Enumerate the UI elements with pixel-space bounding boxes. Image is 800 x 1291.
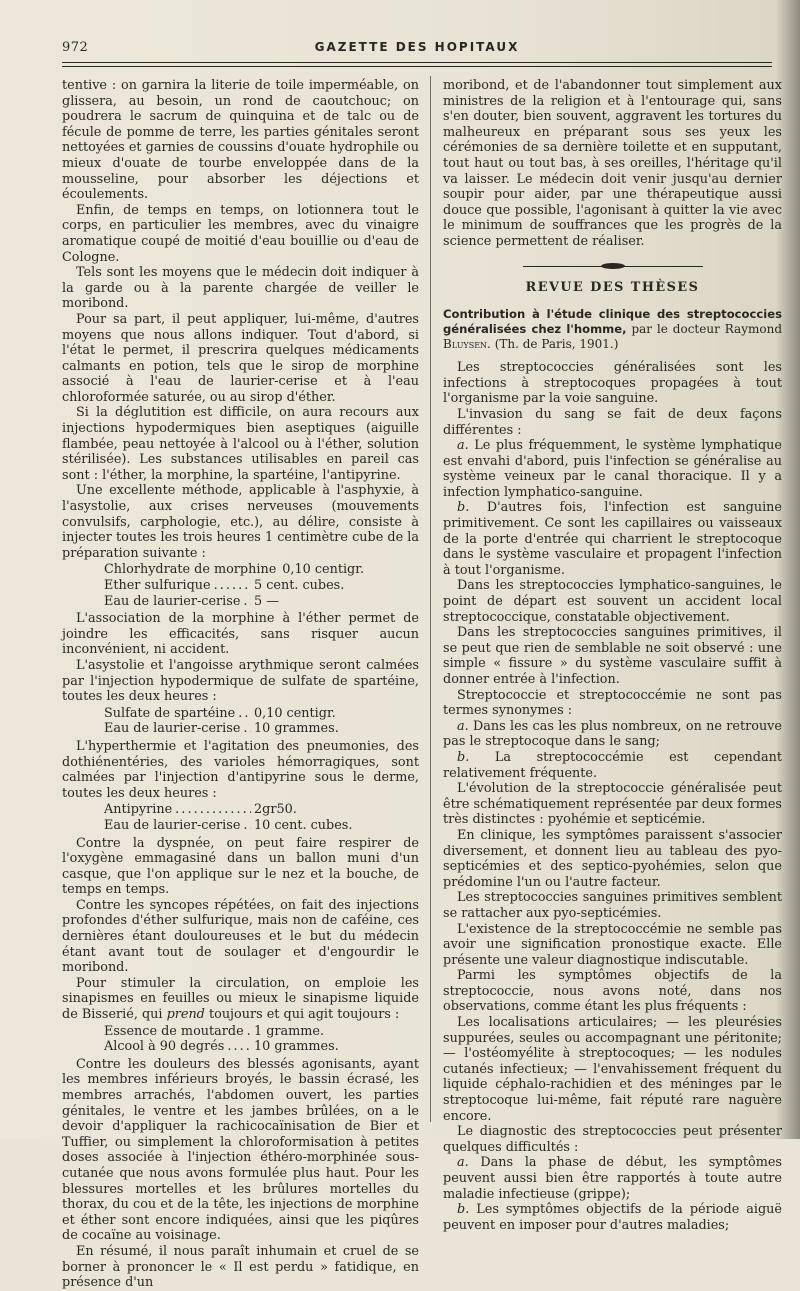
ingredient-name: Ether sulfurique bbox=[104, 578, 211, 593]
prescription-line bbox=[104, 721, 364, 737]
list-label: b. bbox=[457, 749, 470, 765]
ingredient-name: Essence de moutarde bbox=[104, 1023, 244, 1039]
ingredient-name: Alcool à 90 degrés bbox=[104, 1039, 225, 1055]
prescription-mustard bbox=[104, 1024, 364, 1055]
leader-dots bbox=[175, 802, 251, 818]
paragraph: Dans les streptococcies lymphatico-sanguines, le point de départ est souvent un accident local streptococcique, constatable objectivement. bbox=[443, 578, 782, 625]
ingredient-dose: 0,10 centigr. bbox=[254, 705, 336, 721]
prescription-sparteine bbox=[104, 706, 364, 737]
ingredient-dose: 1 gramme. bbox=[254, 1023, 325, 1039]
paragraph: tentive : on garnira la literie de toile imperméable, on glissera, au besoin, un rond de caoutchouc; on poudrera le sacrum de quinquina et de talc ou de fécule de pomme de terre, les parties génitales seront nettoyées et garnies de coussins d'ouate hydrophile ou mieux d'ouate de tourbe enveloppée dans de la mousseline, pour absorber les déjections et écoulements. bbox=[62, 78, 419, 203]
journal-title: GAZETTE DES HOPITAUX bbox=[314, 40, 520, 54]
text-run: toujours et qui agit toujours : bbox=[208, 1007, 400, 1023]
ingredient-dose: 10 cent. cubes. bbox=[254, 817, 353, 833]
prescription-morphine-ether bbox=[104, 562, 364, 609]
paragraph: L'existence de la streptococcémie ne semble pas avoir une signification pronostique exacte. Elle présente une valeur diagnostique indiscutable. bbox=[443, 921, 782, 968]
ingredient-dose: 0,10 centigr. bbox=[282, 562, 365, 578]
prescription-line bbox=[104, 1039, 364, 1055]
paragraph: L'hyperthermie et l'agitation des pneumonies, des dothiénentéries, des varioles hémorragiques, sont calmées par l'injection d'antipyrine sous le derme, toutes les deux heures : bbox=[62, 738, 419, 801]
leader-dots bbox=[247, 1024, 251, 1040]
left-column bbox=[62, 78, 419, 1291]
ingredient-dose: 2gr50. bbox=[254, 802, 297, 818]
paragraph: Enfin, de temps en temps, on lotionnera tout le corps, en particulier les membres, avec du vinaigre aromatique coupé de moitié d'eau bouillie ou d'eau de Cologne. bbox=[62, 202, 419, 265]
leader-dots bbox=[214, 578, 251, 594]
leader-dots bbox=[238, 706, 251, 722]
section-ornament bbox=[523, 262, 703, 270]
prescription-line bbox=[104, 818, 364, 834]
paragraph: Les localisations articulaires; — les pleurésies suppurées, seules ou accompagnant une péritonite; — l'ostéomyélite à streptocoques; — les nodules cutanés infectieux; — l'envahissement fréquent du liquide céphalo-rachidien et des méninges par le streptocoque lui-même, fait réputé rare naguère encore. bbox=[443, 1015, 782, 1124]
ingredient-dose: 5 — bbox=[254, 593, 280, 609]
ingredient-name: Antipyrine bbox=[104, 802, 173, 818]
paragraph: Contre les syncopes répétées, on fait des injections profondes d'éther sulfurique, mais non de caféine, ces dernières étant douloureuses et le but du médecin étant avant tout de soulager et d'engourdir le moribond. bbox=[62, 897, 419, 976]
leader-dots bbox=[243, 594, 251, 610]
ingredient-name: Eau de laurier-cerise bbox=[104, 721, 241, 737]
ingredient-name: Sulfate de spartéine bbox=[104, 705, 236, 721]
paragraph: Les streptococcies généralisées sont les infections à streptocoques propagées à tout l'organisme par la voie sanguine. bbox=[443, 360, 782, 407]
ingredient-name: Chlorhydrate de morphine bbox=[104, 562, 277, 578]
list-text: La streptococcémie est cependant relativement fréquente. bbox=[443, 749, 782, 781]
ornament-knot bbox=[601, 263, 625, 269]
list-label: b. bbox=[457, 1202, 470, 1218]
ingredient-dose: 10 grammes. bbox=[254, 1039, 339, 1055]
paragraph: Si la déglutition est difficile, on aura recours aux injections hypodermiques bien aseptiques (aiguille flambée, peau nettoyée à l'alcool ou à l'éther, solution stérilisée). Les substances utilisables en pareil cas sont : l'éther, la morphine, la spartéine, l'antipyrine. bbox=[62, 405, 419, 483]
thesis-citation bbox=[443, 307, 782, 352]
list-label: a. bbox=[457, 1155, 469, 1171]
paragraph: Le diagnostic des streptococcies peut présenter quelques difficultés : bbox=[443, 1124, 782, 1155]
paragraph: Contre les douleurs des blessés agonisants, ayant les membres inférieurs broyés, le bassin écrasé, les membres arrachés, l'abdomen ouvert, les parties génitales, le ventre et les jambes brûlées, on a le devoir d'appliquer la rachicocaïnisation de Bier et Tuffier, ou simplement la chloroformisation à petites doses associée à l'injection éthéro-morphinée sous-cutanée que nous avons formulée plus haut. Pour les blessures mortelles et les brûlures mortelles du thorax, du cou et de la tête, les injections de morphine et éther sont encore indiquées, ainsi que les piqûres de cocaïne au voisinage. bbox=[62, 1056, 419, 1244]
citation-source: (Th. de Paris, 1901.) bbox=[494, 337, 619, 352]
leader-dots bbox=[243, 818, 251, 834]
section-title: REVUE DES THÈSES bbox=[525, 279, 700, 295]
list-text: Dans les cas les plus nombreux, on ne retrouve pas le streptocoque dans le sang; bbox=[443, 718, 782, 750]
ingredient-name: Eau de laurier-cerise bbox=[104, 817, 241, 833]
list-label: a. bbox=[457, 438, 469, 454]
paragraph: L'association de la morphine à l'éther permet de joindre les efficacités, sans risquer aucun inconvénient, ni accident. bbox=[62, 611, 419, 658]
list-label: b. bbox=[457, 500, 470, 516]
list-text: Dans la phase de début, les symptômes peuvent aussi bien être rapportés à toute autre maladie infectieuse (grippe); bbox=[443, 1155, 782, 1202]
list-text: D'autres fois, l'infection est sanguine primitivement. Ce sont les capillaires ou vaisseaux de la porte d'entrée qui charrient le streptocoque dans le système vasculaire et propagent l'infection à tout l'organisme. bbox=[443, 500, 782, 578]
paragraph bbox=[62, 976, 419, 1023]
paragraph: Streptococcie et streptococcémie ne sont pas termes synonymes : bbox=[443, 687, 782, 719]
paragraph: L'asystolie et l'angoisse arythmique seront calmées par l'injection hypodermique de sulfate de spartéine, toutes les deux heures : bbox=[62, 657, 419, 705]
list-item bbox=[443, 500, 782, 578]
list-text: Le plus fréquemment, le système lymphatique est envahi d'abord, puis l'infection se généralise au système veineux par le canal thoracique. Il y a infection lymphatico-sanguine. bbox=[443, 438, 782, 500]
paragraph: En résumé, il nous paraît inhumain et cruel de se borner à prononcer le « Il est perdu » fatidique, en présence d'un bbox=[62, 1243, 419, 1291]
paragraph: L'invasion du sang se fait de deux façons différentes : bbox=[443, 406, 782, 438]
right-column bbox=[443, 78, 782, 1233]
prescription-line bbox=[104, 1024, 364, 1040]
list-item bbox=[443, 750, 782, 781]
paragraph: Parmi les symptômes objectifs de la streptococcie, nous avons noté, dans nos observations, comme étant les plus fréquents : bbox=[443, 968, 782, 1015]
column-divider bbox=[430, 76, 431, 1122]
list-item bbox=[443, 1155, 782, 1202]
prescription-line bbox=[104, 578, 364, 594]
list-item bbox=[443, 719, 782, 750]
ingredient-dose: 10 grammes. bbox=[254, 721, 339, 737]
running-head bbox=[62, 40, 772, 60]
list-label: a. bbox=[457, 718, 469, 734]
text-run: Pour stimuler la circulation, on emploie les sinapismes en feuilles ou mieux le sinapisme liquide de Bisserié, qui bbox=[62, 975, 419, 1023]
leader-dots bbox=[227, 1039, 251, 1055]
ingredient-dose: 5 cent. cubes. bbox=[254, 578, 345, 593]
list-item bbox=[443, 1202, 782, 1233]
paragraph: Contre la dyspnée, on peut faire respirer de l'oxygène emmagasiné dans un ballon muni d'un casque, que l'on applique sur le nez et la bouche, de temps en temps. bbox=[62, 835, 419, 898]
list-text: Les symptômes objectifs de la période aiguë peuvent en imposer pour d'autres maladies; bbox=[443, 1202, 782, 1233]
header-double-rule bbox=[62, 62, 772, 67]
ingredient-name: Eau de laurier-cerise bbox=[104, 593, 241, 609]
emphasis: prend bbox=[166, 1007, 205, 1023]
page-number: 972 bbox=[62, 40, 89, 55]
leader-dots bbox=[243, 721, 251, 737]
paragraph: moribond, et de l'abandonner tout simplement aux ministres de la religion et à l'entourage qui, sans s'en douter, bien souvent, aggravent les tortures du malheureux en préparant sous ses yeux les cérémonies de sa dernière toilette et en supputant, tout haut ou tout bas, à ses oreilles, l'héritage qu'il va laisser. Le médecin doit venir jusqu'au dernier soupir pour aider, par une thérapeutique aussi douce que possible, l'agonisant à quitter la vie avec le minimum de souffrances que les progrès de la science permettent de réaliser. bbox=[443, 78, 782, 249]
paragraph: Tels sont les moyens que le médecin doit indiquer à la garde ou à la parente chargée de veiller le moribond. bbox=[62, 265, 419, 312]
prescription-line bbox=[104, 594, 364, 610]
citation-title: Contribution à l'étude clinique des streptococcies généralisées chez l'homme, bbox=[443, 307, 782, 337]
paragraph: En clinique, les symptômes paraissent s'associer diversement, et donnent lieu au tableau des pyo-septicémies et des septico-pyohémies, selon que prédomine l'un ou l'autre facteur. bbox=[443, 827, 782, 890]
citation-by: par le docteur Raymond bbox=[631, 322, 782, 337]
prescription-antipyrine bbox=[104, 802, 364, 833]
paragraph: Les streptococcies sanguines primitives semblent se rattacher aux pyo-septicémies. bbox=[443, 890, 782, 921]
prescription-line bbox=[104, 802, 364, 818]
list-item bbox=[443, 438, 782, 500]
citation-author: Bluysen. bbox=[443, 337, 491, 352]
paragraph: Pour sa part, il peut appliquer, lui-même, d'autres moyens que nous allons indiquer. Tout d'abord, si l'état le permet, il prescrira quelques médicaments calmants en potion, tels que le sirop de morphine associé à l'eau de laurier-cerise et à l'eau chloroformée saturée, ou au sirop d'éther. bbox=[62, 311, 419, 405]
paragraph: Dans les streptococcies sanguines primitives, il se peut que rien de semblable ne soit observé : une simple « fissure » du système vasculaire suffit à donner entrée à l'infection. bbox=[443, 625, 782, 687]
prescription-line bbox=[104, 562, 364, 578]
paragraph: L'évolution de la streptococcie généralisée peut être schématiquement représentée par deux formes très distinctes : pyohémie et septicémie. bbox=[443, 781, 782, 828]
prescription-line bbox=[104, 706, 364, 722]
paragraph: Une excellente méthode, applicable à l'asphyxie, à l'asystolie, aux crises nerveuses (mouvements convulsifs, carphologie, etc.), au délire, consiste à injecter toutes les trois heures 1 centimètre cube de la préparation suivante : bbox=[62, 483, 419, 561]
